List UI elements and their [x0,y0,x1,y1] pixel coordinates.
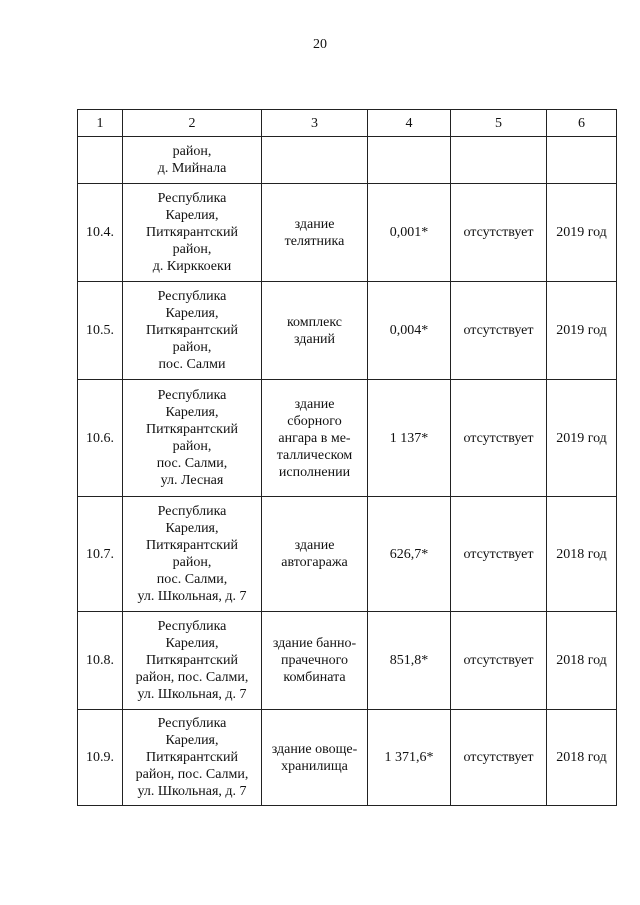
object-cell: комплекс зданий [262,282,368,380]
status-cell: отсутствует [451,497,547,612]
location-cell: Республика Карелия, Питкярантский район, пос. Салми, ул. Школьная, д. 7 [123,612,262,710]
table-row [78,497,617,612]
item-number: 10.6. [78,380,123,497]
area-cell [368,137,451,184]
status-cell: отсутствует [451,612,547,710]
column-header: 6 [547,110,617,137]
table-row [78,612,617,710]
item-number: 10.7. [78,497,123,612]
location-cell: Республика Карелия, Питкярантский район, д. Кирккоеки [123,184,262,282]
column-number-row [78,110,617,137]
location-cell: Республика Карелия, Питкярантский район, пос. Салми, ул. Школьная, д. 7 [123,497,262,612]
year-cell [547,137,617,184]
column-header: 3 [262,110,368,137]
column-header: 2 [123,110,262,137]
location-cell: Республика Карелия, Питкярантский район, пос. Салми, ул. Лесная [123,380,262,497]
location-cell: район, д. Мийнала [123,137,262,184]
item-number: 10.9. [78,710,123,806]
item-number: 10.5. [78,282,123,380]
item-number: 10.4. [78,184,123,282]
area-cell: 0,001* [368,184,451,282]
object-cell: здание банно- прачечного комбината [262,612,368,710]
area-cell: 1 371,6* [368,710,451,806]
object-cell: здание овоще- хранилища [262,710,368,806]
status-cell: отсутствует [451,710,547,806]
table-row [78,380,617,497]
year-cell: 2019 год [547,380,617,497]
location-cell: Республика Карелия, Питкярантский район, пос. Салми, ул. Школьная, д. 7 [123,710,262,806]
area-cell: 851,8* [368,612,451,710]
object-cell: здание сборного ангара в ме- таллическом исполнении [262,380,368,497]
table-row [78,710,617,806]
area-cell: 1 137* [368,380,451,497]
object-cell: здание телятника [262,184,368,282]
object-cell [262,137,368,184]
column-header: 1 [78,110,123,137]
item-number: 10.8. [78,612,123,710]
column-header: 5 [451,110,547,137]
area-cell: 626,7* [368,497,451,612]
year-cell: 2018 год [547,612,617,710]
column-header: 4 [368,110,451,137]
table-row [78,137,617,184]
table-row [78,282,617,380]
year-cell: 2019 год [547,184,617,282]
status-cell: отсутствует [451,282,547,380]
location-cell: Республика Карелия, Питкярантский район, пос. Салми [123,282,262,380]
status-cell: отсутствует [451,380,547,497]
year-cell: 2019 год [547,282,617,380]
property-table [77,109,617,806]
table-row [78,184,617,282]
status-cell [451,137,547,184]
year-cell: 2018 год [547,497,617,612]
item-number [78,137,123,184]
object-cell: здание автогаража [262,497,368,612]
status-cell: отсутствует [451,184,547,282]
page-number: 20 [313,37,327,52]
year-cell: 2018 год [547,710,617,806]
area-cell: 0,004* [368,282,451,380]
